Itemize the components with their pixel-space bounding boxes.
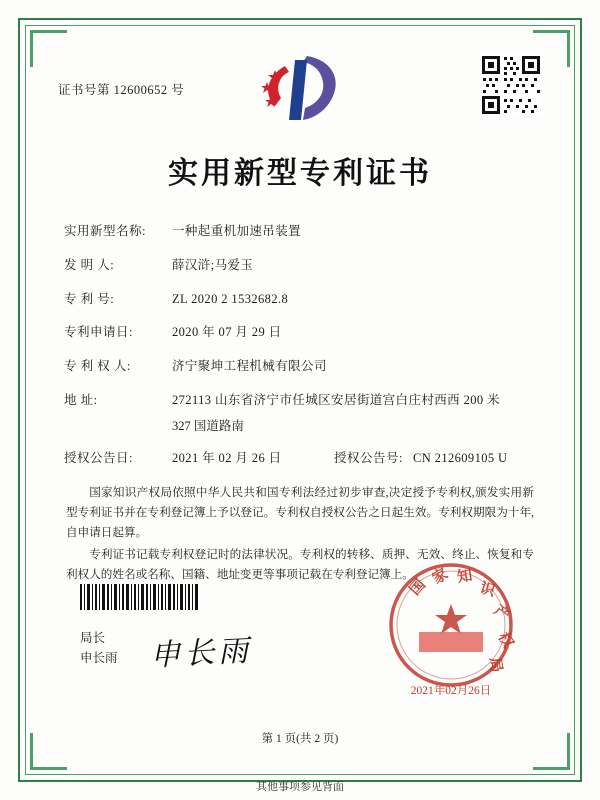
grant-date-group (64, 449, 334, 468)
field-value-address-line2: 327 国道路南 (172, 418, 244, 433)
field-value: 薛汉浒;马爱玉 (172, 257, 254, 272)
field-row-invention-name (64, 222, 536, 241)
signature-title (80, 629, 118, 668)
field-value: ZL 2020 2 1532682.8 (172, 291, 289, 306)
qr-code-icon (480, 54, 542, 116)
signature-title-line2: 申长雨 (80, 650, 118, 665)
field-label: 专利申请日: (64, 325, 133, 340)
certificate-number: 证书号第 12600652 号 (58, 83, 185, 97)
svg-text:产: 产 (490, 602, 513, 625)
field-value: 一种起重机加速吊装置 (172, 224, 302, 238)
field-row-grant (64, 449, 536, 468)
svg-text:识: 识 (477, 580, 497, 600)
svg-text:局: 局 (486, 656, 504, 674)
field-row-patentee (64, 357, 536, 376)
legal-paragraph-2: 专利证书记载专利权登记时的法律状况。专利权的转移、质押、无效、终止、恢复和专利权人的姓名或名称、国籍、地址变更等事项记载在专利登记簿上。 (66, 548, 534, 581)
header-row (40, 40, 560, 132)
legal-paragraph-1: 国家知识产权局依照中华人民共和国专利法经过初步审查,决定授予专利权,颁发实用新型专利证书并在专利登记簿上予以登记。专利权自授权公告之日起生效。专利权期限为十年,自申请日起算。 (66, 486, 534, 540)
svg-text:家: 家 (430, 566, 452, 588)
barcode-icon (80, 584, 200, 610)
svg-text:国: 国 (407, 576, 430, 599)
footnote: 其他事项参见背面 (256, 781, 344, 793)
field-label: 专 利 权 人: (64, 359, 131, 373)
field-row-patent-number (64, 290, 536, 309)
field-label: 专 利 号: (64, 291, 115, 306)
page-title: 实用新型专利证书 (168, 157, 432, 190)
field-value: 济宁聚坤工程机械有限公司 (172, 359, 327, 373)
field-row-address (64, 391, 536, 410)
svg-text:知: 知 (456, 568, 474, 586)
field-label: 地 址: (64, 392, 98, 407)
field-row-application-date (64, 323, 536, 342)
page-number: 第 1 页(共 2 页) (261, 733, 339, 745)
field-value: 272113 山东省济宁市任城区安居街道宫白庄村西西 200 米 (172, 392, 500, 407)
field-list (40, 222, 560, 467)
handwritten-signature: 申长雨 (149, 634, 253, 673)
signature-title-line1: 局长 (80, 631, 106, 646)
grant-date-label: 授权公告日: (64, 450, 133, 465)
field-label: 发 明 人: (64, 257, 115, 272)
seal-date: 2021年02月26日 (410, 685, 492, 697)
certificate-content (40, 40, 560, 760)
grant-date-value: 2021 年 02 月 26 日 (172, 450, 282, 465)
grant-number-value: CN 212609105 U (412, 450, 508, 465)
grant-number-label: 授权公告号: (334, 450, 403, 465)
field-value: 2020 年 07 月 29 日 (172, 325, 282, 340)
patent-office-logo-icon (245, 50, 355, 124)
svg-text:权: 权 (494, 630, 516, 652)
red-official-seal-icon (386, 560, 516, 690)
field-label: 实用新型名称: (64, 224, 146, 238)
grant-number-group (334, 449, 507, 468)
field-row-inventor (64, 256, 536, 275)
